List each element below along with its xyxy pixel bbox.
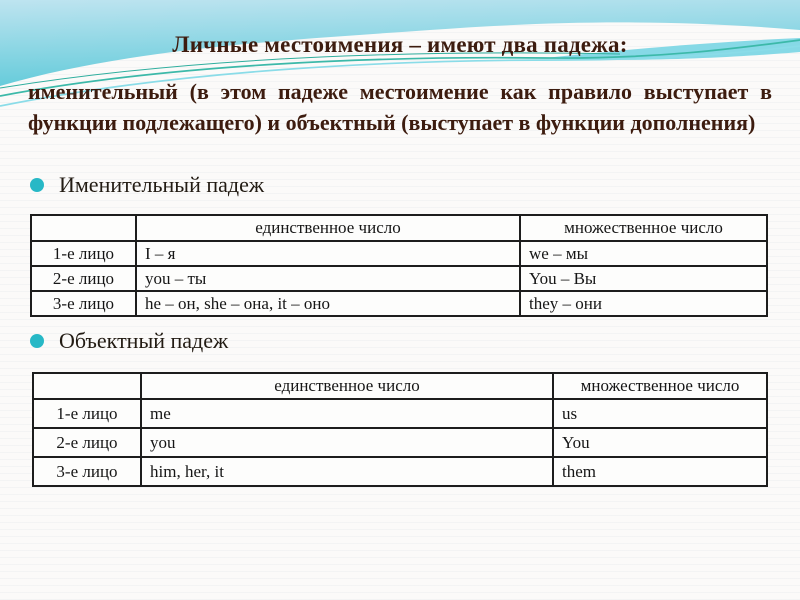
table-row bbox=[33, 399, 767, 428]
header-cell-empty bbox=[31, 215, 136, 241]
plural-cell: we – мы bbox=[520, 241, 767, 266]
header-cell-plural: множественное число bbox=[553, 373, 767, 399]
singular-cell: you – ты bbox=[136, 266, 520, 291]
person-label: 1-е лицо bbox=[33, 399, 141, 428]
header-cell-plural: множественное число bbox=[520, 215, 767, 241]
singular-cell: me bbox=[141, 399, 553, 428]
plural-cell: You bbox=[553, 428, 767, 457]
singular-cell: I – я bbox=[136, 241, 520, 266]
header-cell-singular: единственное число bbox=[141, 373, 553, 399]
objective-case-table bbox=[32, 372, 768, 487]
bullet-label: Именительный падеж bbox=[59, 172, 265, 197]
plural-cell: You – Вы bbox=[520, 266, 767, 291]
table-row bbox=[31, 291, 767, 316]
table-row bbox=[33, 428, 767, 457]
header-cell-singular: единственное число bbox=[136, 215, 520, 241]
person-label: 2-е лицо bbox=[33, 428, 141, 457]
plural-cell: them bbox=[553, 457, 767, 486]
table-row bbox=[33, 457, 767, 486]
singular-cell: you bbox=[141, 428, 553, 457]
person-label: 3-е лицо bbox=[33, 457, 141, 486]
table-row bbox=[31, 266, 767, 291]
table-row bbox=[31, 241, 767, 266]
plural-cell: us bbox=[553, 399, 767, 428]
header-cell-empty bbox=[33, 373, 141, 399]
singular-cell: him, her, it bbox=[141, 457, 553, 486]
singular-cell: he – он, she – она, it – оно bbox=[136, 291, 520, 316]
intro-paragraph: именительный (в этом падеже местоимение как правило выступает в функции подлежащего) и объектный (выступает в функции дополнения) bbox=[28, 79, 772, 135]
person-label: 1-е лицо bbox=[31, 241, 136, 266]
person-label: 3-е лицо bbox=[31, 291, 136, 316]
bullet-label: Объектный падеж bbox=[59, 328, 229, 353]
plural-cell: they – они bbox=[520, 291, 767, 316]
slide-title: Личные местоимения – имеют два падежа: bbox=[172, 32, 628, 57]
table-header-row bbox=[31, 215, 767, 241]
bullet-dot-icon bbox=[30, 334, 44, 348]
bullet-item-objective bbox=[30, 328, 228, 354]
nominative-case-table bbox=[30, 214, 768, 317]
table-header-row bbox=[33, 373, 767, 399]
bullet-item-nominative bbox=[30, 172, 264, 198]
bullet-dot-icon bbox=[30, 178, 44, 192]
person-label: 2-е лицо bbox=[31, 266, 136, 291]
